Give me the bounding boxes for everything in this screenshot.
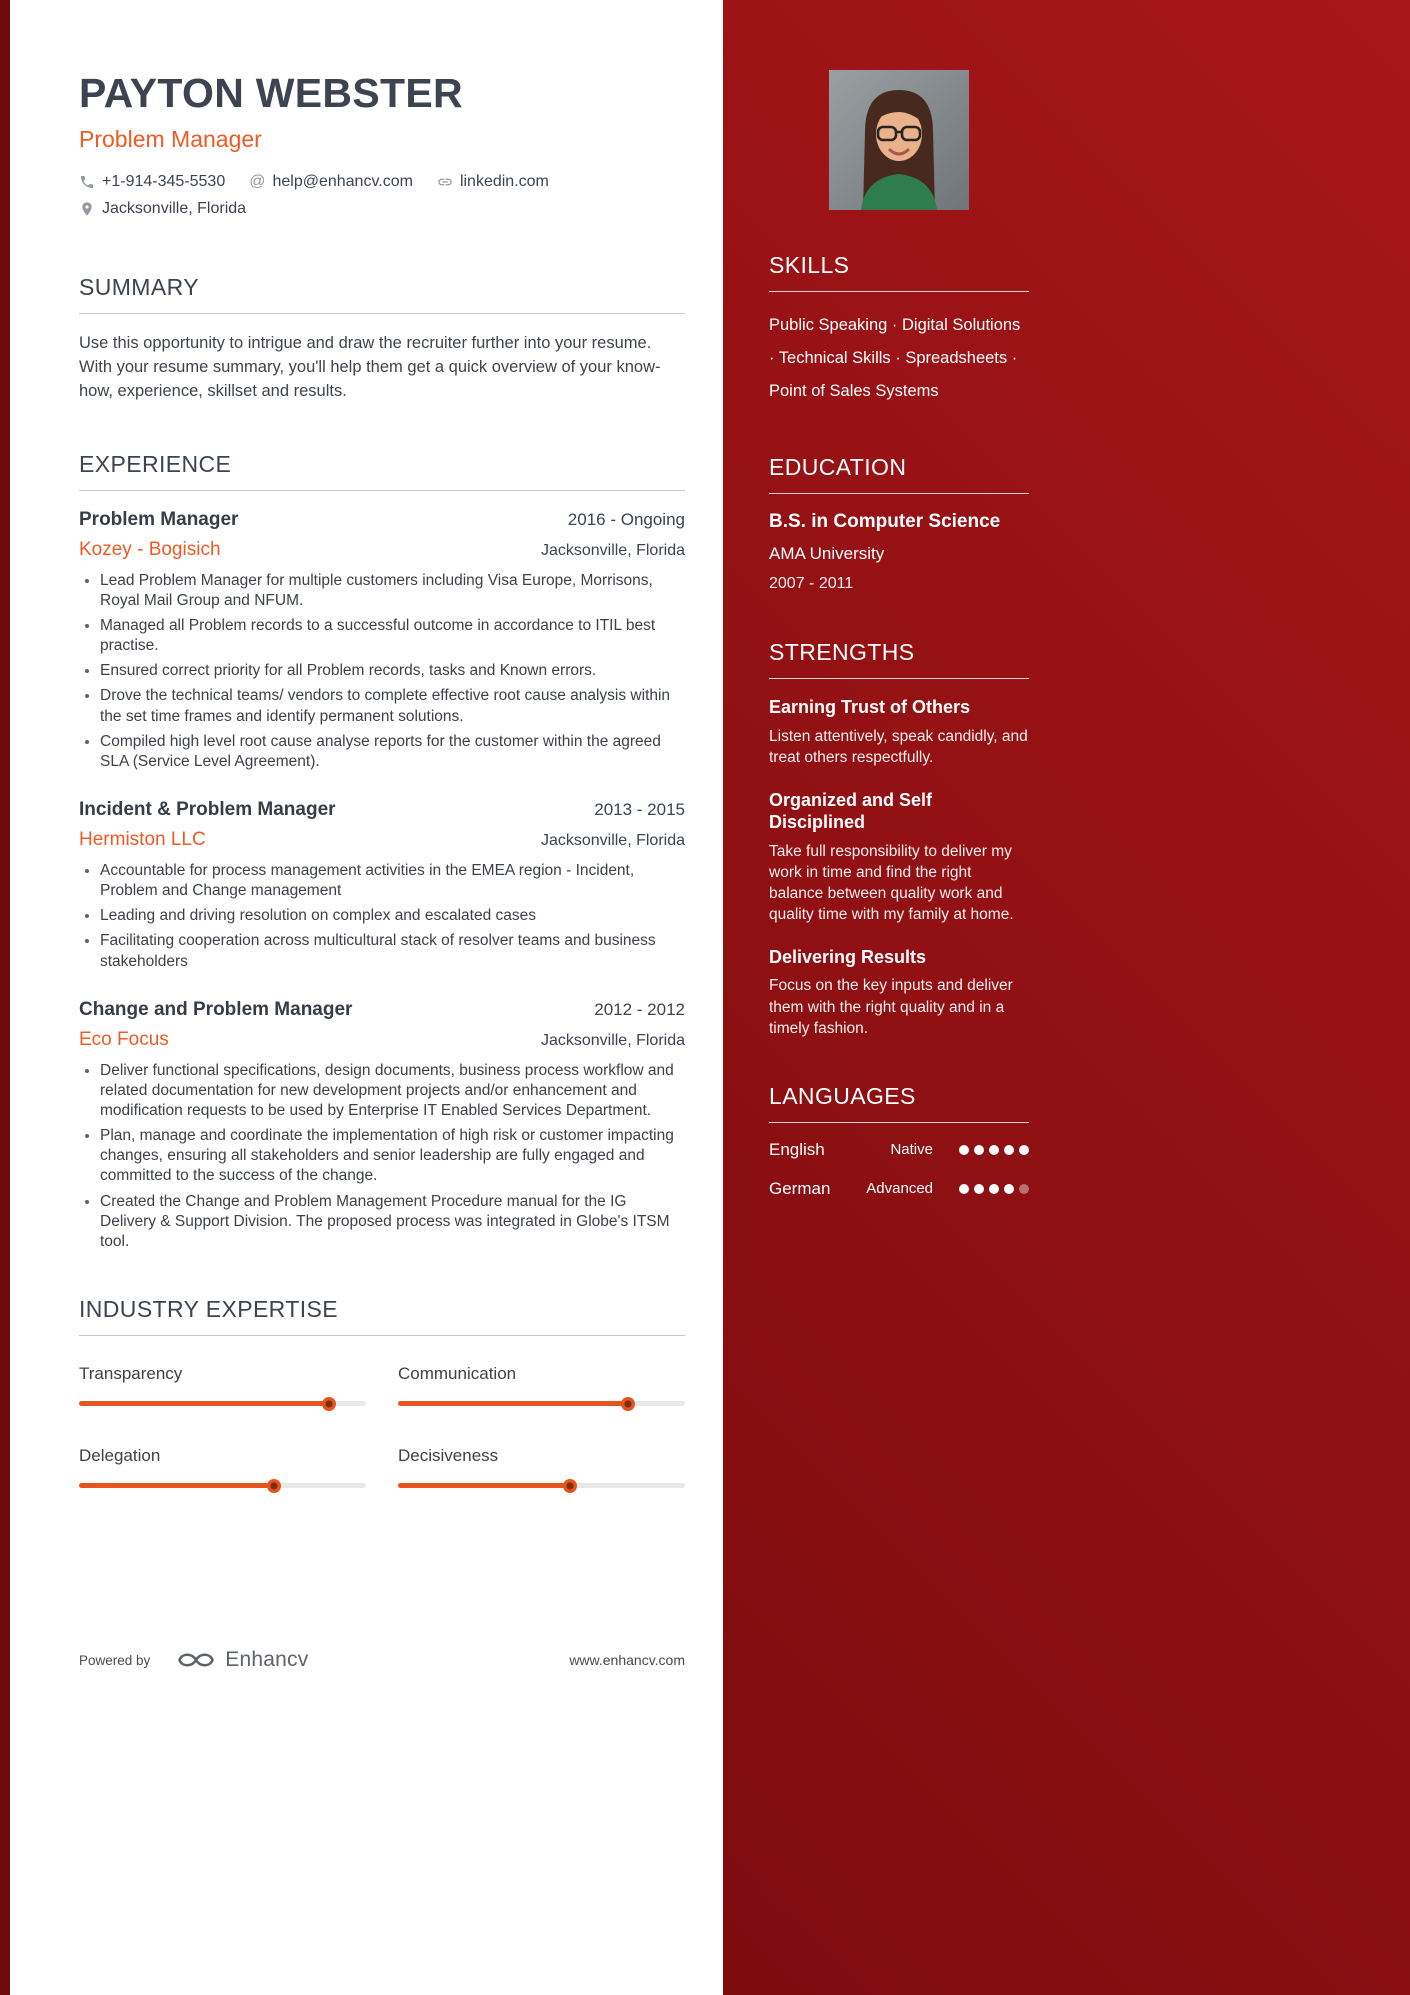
job-location: Jacksonville, Florida — [540, 1031, 685, 1049]
language-rating — [959, 1184, 1029, 1194]
rating-dot — [1019, 1184, 1029, 1194]
job-bullet: • Lead Problem Manager for multiple customers including Visa Europe, Morrisons, Royal Mail Group and NFUM. — [100, 571, 685, 611]
page-footer — [79, 1648, 685, 1672]
job-title: Incident & Problem Manager — [79, 799, 336, 821]
rating-dot — [989, 1145, 999, 1155]
job-head — [79, 999, 685, 1021]
job-bullet: • Created the Change and Problem Management Procedure manual for the IG Delivery & Support Division. The proposed process was integrated in Globe's ITSM tool. — [100, 1192, 685, 1252]
industry-expertise-heading: INDUSTRY EXPERTISE — [79, 1296, 685, 1336]
experience-section — [79, 451, 685, 1252]
slider-fill — [398, 1483, 570, 1488]
language-level: Advanced — [866, 1180, 933, 1198]
experience-item — [79, 799, 685, 972]
slider-fill — [79, 1483, 274, 1488]
expertise-item — [398, 1364, 685, 1406]
phone-icon — [79, 174, 95, 190]
expertise-slider[interactable] — [79, 1401, 366, 1406]
job-head — [79, 509, 685, 531]
languages-section — [769, 1083, 1029, 1199]
job-company: Eco Focus — [79, 1028, 169, 1050]
job-bullet: • Managed all Problem records to a successful outcome in accordance to ITIL best practise. — [100, 616, 685, 656]
education-section — [769, 454, 1029, 593]
experience-heading: EXPERIENCE — [79, 451, 685, 491]
education-school: AMA University — [769, 544, 885, 563]
footer-url[interactable]: www.enhancv.com — [569, 1652, 685, 1668]
job-bullet: • Leading and driving resolution on complex and escalated cases — [100, 906, 685, 926]
languages-heading: LANGUAGES — [769, 1083, 1029, 1123]
job-subhead — [79, 539, 685, 561]
skills-heading: SKILLS — [769, 252, 1029, 292]
strengths-heading: STRENGTHS — [769, 639, 1029, 679]
education-degree: B.S. in Computer Science — [769, 511, 1001, 532]
slider-handle[interactable] — [267, 1479, 281, 1493]
link-icon — [437, 174, 453, 190]
experience-item — [79, 509, 685, 772]
profile-photo — [829, 70, 969, 210]
enhancv-logo-icon — [176, 1649, 216, 1671]
contact-row — [79, 173, 685, 191]
rating-dot — [1004, 1145, 1014, 1155]
summary-heading: SUMMARY — [79, 274, 685, 314]
enhancv-wordmark: Enhancv — [225, 1648, 309, 1671]
experience-item — [79, 999, 685, 1252]
education-dates: 2007 - 2011 — [769, 575, 854, 592]
strength-title: Delivering Results — [769, 946, 927, 967]
summary-text: Use this opportunity to intrigue and draw the recruiter further into your resume. With your resume summary, you'll help them get a quick overview of your know-how, experience, skillset and results. — [79, 334, 661, 400]
location-row — [79, 200, 685, 218]
slider-handle[interactable] — [563, 1479, 577, 1493]
strength-text: Listen attentively, speak candidly, and treat others respectfully. — [769, 727, 1028, 766]
expertise-label: Transparency — [79, 1364, 183, 1383]
email-icon: @ — [249, 173, 266, 190]
job-location: Jacksonville, Florida — [540, 832, 685, 850]
strength-title: Earning Trust of Others — [769, 697, 971, 717]
expertise-item — [79, 1446, 366, 1488]
job-subhead — [79, 829, 685, 851]
strength-item — [769, 946, 1029, 1039]
candidate-title: Problem Manager — [79, 126, 262, 152]
powered-by-label: Powered by — [79, 1652, 151, 1668]
slider-fill — [79, 1401, 329, 1406]
main-column — [10, 0, 723, 1995]
location-text: Jacksonville, Florida — [102, 200, 247, 217]
strength-title: Organized and Self Disciplined — [769, 789, 933, 833]
language-item — [769, 1179, 1029, 1199]
strengths-section — [769, 639, 1029, 1039]
expertise-item — [398, 1446, 685, 1488]
page-edge-accent — [0, 0, 10, 1995]
job-head — [79, 799, 685, 821]
expertise-grid — [79, 1364, 685, 1488]
job-bullet: • Deliver functional specifications, design documents, business process workflow and related documentation for new development projects and/or enhancement and modification requests to be used by Enterprise IT Enabled Services Department. — [100, 1061, 685, 1121]
skills-list: Public Speaking · Digital Solutions · Technical Skills · Spreadsheets · Point of Sales Systems — [769, 316, 1021, 400]
job-company: Hermiston LLC — [79, 829, 206, 851]
job-company: Kozey - Bogisich — [79, 538, 221, 560]
job-bullet: • Compiled high level root cause analyse reports for the customer within the agreed SLA (Service Level Agreement). — [100, 732, 685, 772]
expertise-label: Communication — [398, 1364, 517, 1383]
rating-dot — [959, 1145, 969, 1155]
strength-item — [769, 696, 1029, 768]
job-bullets — [79, 571, 685, 772]
language-item — [769, 1140, 1029, 1160]
strength-text: Focus on the key inputs and deliver them with the right quality and in a timely fashion. — [769, 977, 1013, 1037]
phone-number: +1-914-345-5530 — [102, 173, 226, 190]
expertise-label: Decisiveness — [398, 1446, 499, 1465]
job-subhead — [79, 1029, 685, 1051]
job-bullet: • Plan, manage and coordinate the implementation of high risk or customer impacting changes, ensuring all stakeholders and senior leadership are fully engaged and committed to the success of the change. — [100, 1126, 685, 1186]
language-rating — [959, 1145, 1029, 1155]
job-bullet: • Accountable for process management activities in the EMEA region - Incident, Problem and Change management — [100, 861, 685, 901]
slider-handle[interactable] — [621, 1397, 635, 1411]
skills-section — [769, 252, 1029, 408]
job-dates: 2012 - 2012 — [594, 999, 685, 1019]
expertise-label: Delegation — [79, 1446, 161, 1465]
rating-dot — [959, 1184, 969, 1194]
expertise-slider[interactable] — [398, 1483, 685, 1488]
enhancv-logo — [176, 1648, 308, 1672]
location-contact — [79, 200, 246, 218]
expertise-slider[interactable] — [398, 1401, 685, 1406]
summary-section — [79, 274, 685, 404]
resume-header — [79, 70, 685, 218]
rating-dot — [974, 1145, 984, 1155]
job-bullets — [79, 861, 685, 972]
slider-handle[interactable] — [322, 1397, 336, 1411]
job-bullet: • Facilitating cooperation across multicultural stack of resolver teams and business stakeholders — [100, 931, 685, 971]
link-contact[interactable] — [437, 173, 549, 191]
job-location: Jacksonville, Florida — [540, 541, 685, 559]
expertise-slider[interactable] — [79, 1483, 366, 1488]
rating-dot — [989, 1184, 999, 1194]
language-name: German — [769, 1178, 831, 1198]
education-heading: EDUCATION — [769, 454, 1029, 494]
job-title: Change and Problem Manager — [79, 998, 353, 1020]
job-bullet: • Drove the technical teams/ vendors to complete effective root cause analysis within the set time frames and identify permanent solutions. — [100, 686, 685, 726]
rating-dot — [1004, 1184, 1014, 1194]
email-address: help@enhancv.com — [272, 173, 413, 190]
candidate-name: PAYTON WEBSTER — [79, 70, 463, 116]
link-text: linkedin.com — [459, 173, 549, 190]
email-contact[interactable] — [249, 173, 413, 191]
job-title: Problem Manager — [79, 508, 239, 530]
strength-text: Take full responsibility to deliver my work in time and find the right balance between quality work and quality time with my family at home. — [769, 842, 1014, 923]
strength-item — [769, 789, 1029, 925]
sidebar — [723, 0, 1410, 1995]
industry-expertise-section — [79, 1296, 685, 1488]
language-level: Native — [890, 1141, 933, 1159]
expertise-item — [79, 1364, 366, 1406]
job-dates: 2016 - Ongoing — [567, 509, 685, 529]
job-dates: 2013 - 2015 — [594, 800, 685, 820]
rating-dot — [1019, 1145, 1029, 1155]
phone-contact[interactable] — [79, 173, 225, 191]
job-bullets — [79, 1061, 685, 1252]
language-name: English — [769, 1139, 825, 1159]
pin-icon — [79, 201, 95, 217]
slider-fill — [398, 1401, 628, 1406]
rating-dot — [974, 1184, 984, 1194]
job-bullet: • Ensured correct priority for all Problem records, tasks and Known errors. — [100, 661, 685, 681]
